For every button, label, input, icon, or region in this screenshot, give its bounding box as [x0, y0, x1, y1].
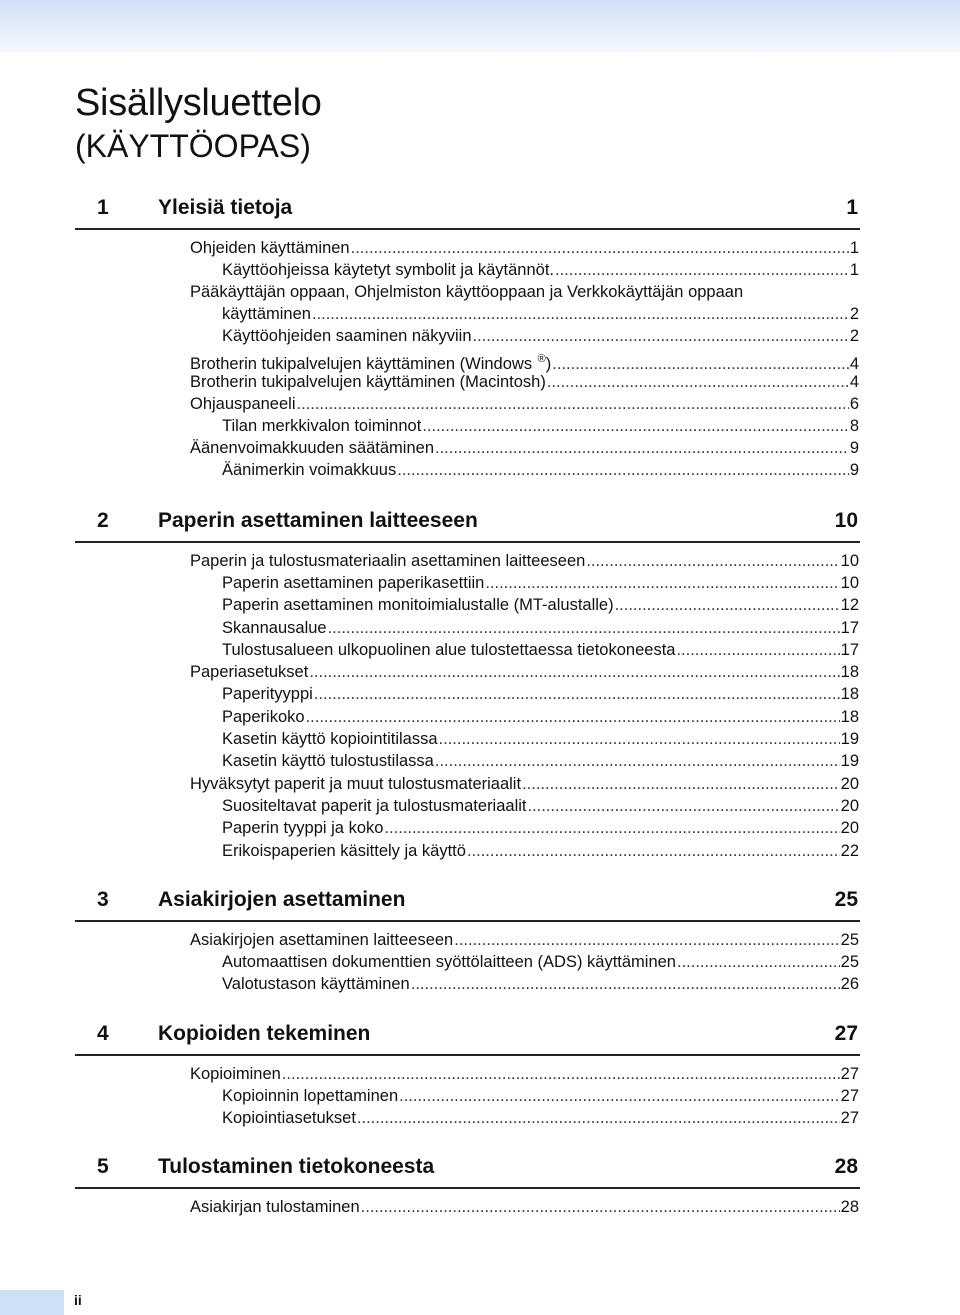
- toc-entry[interactable]: [222, 325, 859, 347]
- page-number: ii: [74, 1292, 82, 1308]
- chapter-page: 1: [846, 196, 858, 219]
- toc-entry-page: 19: [840, 730, 859, 748]
- toc-entry-page: 28: [840, 1198, 859, 1216]
- header-band: [0, 0, 960, 52]
- toc-entry-page: 19: [840, 752, 859, 770]
- toc-entry[interactable]: [190, 550, 859, 572]
- page-subtitle: (KÄYTTÖOPAS): [75, 128, 311, 164]
- toc-entry[interactable]: [190, 393, 859, 415]
- toc-entry-page: 26: [840, 975, 859, 993]
- toc-entry-page: 27: [840, 1065, 859, 1083]
- toc-entry-page: 20: [840, 775, 859, 793]
- toc-entry[interactable]: [190, 437, 859, 459]
- toc-entry[interactable]: [222, 973, 859, 995]
- chapter-number: 4: [97, 1022, 109, 1045]
- chapter-number: 1: [97, 196, 109, 219]
- toc-entry-text: Valotustason käyttäminen: [222, 975, 410, 993]
- toc-entry-page: 27: [840, 1087, 859, 1105]
- toc-entry-text: Automaattisen dokumenttien syöttölaitteen (ADS) käyttäminen: [222, 953, 676, 971]
- toc-entry-text: Brotherin tukipalvelujen käyttäminen (Macintosh): [190, 373, 546, 391]
- chapter-title: Kopioiden tekeminen: [158, 1022, 371, 1045]
- chapter-page: 10: [834, 509, 858, 532]
- toc-entry-text: Paperityyppi: [222, 685, 313, 703]
- toc-entry[interactable]: [190, 1196, 859, 1218]
- chapter-heading-5[interactable]: [75, 1149, 860, 1189]
- toc-entry-page: 1: [849, 261, 859, 279]
- chapter-number: 5: [97, 1155, 109, 1178]
- page-number-tab: [0, 1290, 64, 1315]
- toc-entry-text: Tulostusalueen ulkopuolinen alue tulostettaessa tietokoneesta: [222, 641, 676, 659]
- toc-entry-text: Kopioinnin lopettaminen: [222, 1087, 399, 1105]
- toc-entry-page: 2: [849, 305, 859, 323]
- toc-entry[interactable]: [222, 683, 859, 705]
- toc-entry-text-suffix: ): [545, 355, 552, 373]
- toc-entry-text: Skannausalue: [222, 619, 327, 637]
- toc-entry[interactable]: [222, 840, 859, 862]
- toc-entry[interactable]: [222, 1107, 859, 1129]
- toc-entry[interactable]: [222, 728, 859, 750]
- chapter-title: Asiakirjojen asettaminen: [158, 888, 406, 911]
- toc-entry[interactable]: [190, 348, 859, 373]
- toc-entry[interactable]: [190, 371, 859, 393]
- toc-entry-text: Paperikoko: [222, 708, 305, 726]
- toc-entry-page: 25: [840, 931, 859, 949]
- toc-entry-page: 6: [849, 395, 859, 413]
- toc-entry-text: Käyttöohjeissa käytetyt symbolit ja käytännöt.: [222, 261, 554, 279]
- toc-entry-page: 17: [840, 641, 859, 659]
- toc-entry-text: Käyttöohjeiden saaminen näkyviin: [222, 327, 472, 345]
- toc-entry-page: 8: [849, 417, 859, 435]
- toc-entry-page: 9: [849, 439, 859, 457]
- toc-entry-page: 10: [840, 574, 859, 592]
- toc-entry-text: Äänimerkin voimakkuus: [222, 461, 397, 479]
- toc-entry[interactable]: [222, 459, 859, 481]
- toc-entry-text: Asiakirjojen asettaminen laitteeseen: [190, 931, 454, 949]
- toc-entry[interactable]: [190, 1063, 859, 1085]
- toc-entry-text: Suositeltavat paperit ja tulostusmateriaalit: [222, 797, 527, 815]
- toc-entry-page: 20: [840, 797, 859, 815]
- chapter-title: Tulostaminen tietokoneesta: [158, 1155, 435, 1178]
- toc-entry-page: 18: [840, 663, 859, 681]
- toc-entry[interactable]: [222, 259, 859, 281]
- toc-entry-page: 4: [849, 373, 859, 391]
- chapter-title: Yleisiä tietoja: [158, 196, 293, 219]
- registered-mark: ®: [537, 353, 546, 365]
- toc-entry-page: 18: [840, 708, 859, 726]
- chapter-heading-1[interactable]: [75, 190, 860, 230]
- toc-entry-text: Paperin asettaminen paperikasettiin: [222, 574, 485, 592]
- toc-entry-page: 25: [840, 953, 859, 971]
- toc-entry-page: 10: [840, 552, 859, 570]
- toc-entry[interactable]: [190, 237, 859, 259]
- toc-entry-page: 12: [840, 596, 859, 614]
- toc-entry-text: Tilan merkkivalon toiminnot: [222, 417, 422, 435]
- toc-entry[interactable]: [222, 951, 859, 973]
- chapter-title: Paperin asettaminen laitteeseen: [158, 509, 478, 532]
- page-title: Sisällysluettelo: [75, 82, 322, 124]
- toc-entry-continuation[interactable]: Pääkäyttäjän oppaan, Ohjelmiston käyttöoppaan ja Verkkokäyttäjän oppaan: [190, 283, 744, 301]
- toc-entry-text: Paperin ja tulostusmateriaalin asettaminen laitteeseen: [190, 552, 586, 570]
- chapter-number: 2: [97, 509, 109, 532]
- toc-entry[interactable]: [222, 750, 859, 772]
- toc-entry-text: Ohjauspaneeli: [190, 395, 296, 413]
- toc-entry[interactable]: [222, 795, 859, 817]
- toc-entry[interactable]: [222, 706, 859, 728]
- toc-entry-page: 27: [840, 1109, 859, 1127]
- toc-entry-page: 18: [840, 685, 859, 703]
- toc-entry-text: Paperin asettaminen monitoimialustalle (MT-alustalle): [222, 596, 614, 614]
- chapter-heading-3[interactable]: [75, 882, 860, 922]
- toc-entry-text: Kopiointiasetukset: [222, 1109, 356, 1127]
- toc-entry[interactable]: [222, 1085, 859, 1107]
- toc-entry[interactable]: [222, 594, 859, 616]
- toc-entry-text: Asiakirjan tulostaminen: [190, 1198, 360, 1216]
- chapter-page: 28: [834, 1155, 858, 1178]
- toc-entry-text: Kasetin käyttö tulostustilassa: [222, 752, 434, 770]
- toc-entry-text: Paperiasetukset: [190, 663, 309, 681]
- toc-entry-text: Brotherin tukipalvelujen käyttäminen (Windows: [190, 355, 533, 373]
- toc-entry[interactable]: [222, 639, 859, 661]
- toc-entry[interactable]: [190, 661, 859, 683]
- toc-entry-text: Erikoispaperien käsittely ja käyttö: [222, 842, 466, 860]
- toc-entry-page: 20: [840, 819, 859, 837]
- toc-entry-page: 17: [840, 619, 859, 637]
- chapter-heading-4[interactable]: [75, 1016, 860, 1056]
- toc-entry-page: 2: [849, 327, 859, 345]
- toc-entry-text: Ohjeiden käyttäminen: [190, 239, 350, 257]
- toc-entry-page: 1: [849, 239, 859, 257]
- toc-entry-page: 22: [840, 842, 859, 860]
- chapter-page: 27: [834, 1022, 858, 1045]
- toc-entry-text: Äänenvoimakkuuden säätäminen: [190, 439, 434, 457]
- toc-entry[interactable]: [222, 572, 859, 594]
- chapter-page: 25: [834, 888, 858, 911]
- chapter-number: 3: [97, 888, 109, 911]
- toc-entry[interactable]: [222, 617, 859, 639]
- toc-entry-text: käyttäminen: [222, 305, 311, 323]
- toc-entry-text: Kasetin käyttö kopiointitilassa: [222, 730, 438, 748]
- toc-entry[interactable]: [222, 303, 859, 325]
- toc-entry[interactable]: [222, 415, 859, 437]
- toc-entry-text: Paperin tyyppi ja koko: [222, 819, 384, 837]
- toc-entry[interactable]: [222, 817, 859, 839]
- toc-entry-page: 4: [849, 355, 859, 373]
- toc-entry[interactable]: [190, 929, 859, 951]
- toc-entry-text: Kopioiminen: [190, 1065, 281, 1083]
- toc-entry-page: 9: [849, 461, 859, 479]
- toc-entry[interactable]: [190, 773, 859, 795]
- toc-entry-text: Hyväksytyt paperit ja muut tulostusmateriaalit: [190, 775, 522, 793]
- chapter-heading-2[interactable]: [75, 503, 860, 543]
